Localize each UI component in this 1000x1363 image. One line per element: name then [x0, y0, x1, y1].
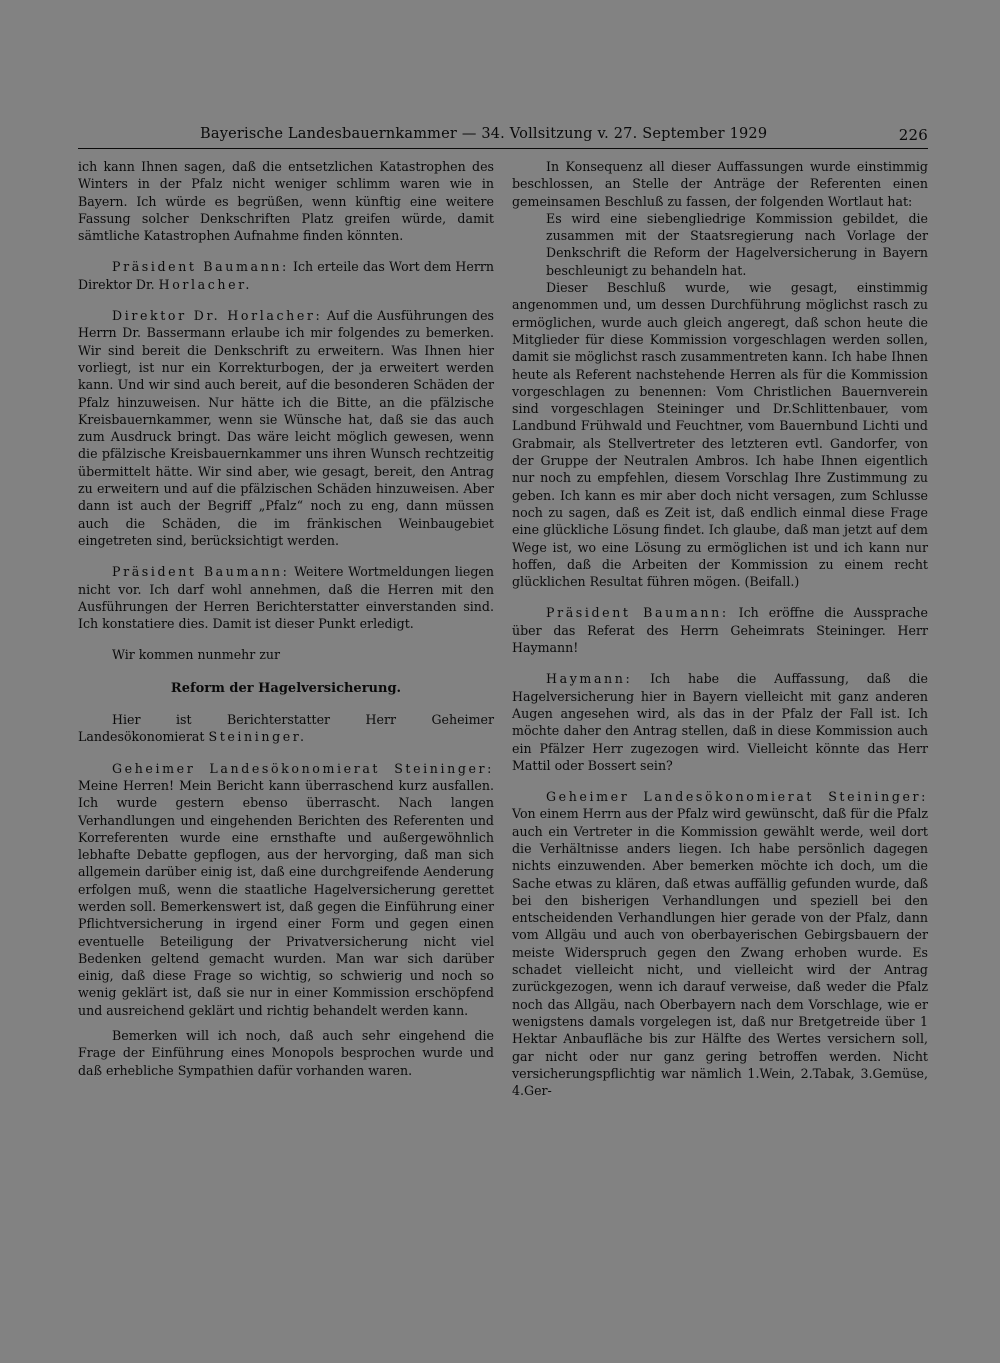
- speaker-name: Haymann:: [546, 671, 633, 687]
- speech-text: Von einem Herrn aus der Pfalz wird gewünscht, daß für die Pfalz auch ein Vertreter in die Kommission gewählt werde, weil dort die Verhältnisse anders liegen. Ich habe persönlich dagegen nichts einzuwenden. Aber bemerken möchte ich doch, um die Sache etwas zu klären, daß etwas auffällig gefunden wurde, daß bei den bisherigen Verhandlungen und speziell bei den entscheidenden Verhandlungen hier gerade von der Pfalz, dann vom Allgäu und auch von oberbayerischen Gebirgsbauern der meiste Widerspruch gegen den Zwang erhoben wurde. Es schadet vielleicht nicht, und vielleicht wird der Antrag zurückgezogen, wenn ich darauf verweise, daß weder die Pfalz noch das Allgäu, nach Oberbayern nach dem Vorschlage, wie er wenigstens damals vorgelegen ist, daß nur Bretgetreide über 1 Hektar Anbaufläche bis zur Hälfte des Wertes versichern soll, gar nicht oder nur ganz gering betroffen werden. Nicht versicherungspflichtig war nämlich 1.Wein, 2.Tabak, 3.Gemüse, 4.Ger-: [512, 806, 928, 1099]
- header-title: Bayerische Landesbauernkammer — 34. Vollsitzung v. 27. September 1929: [200, 126, 768, 142]
- paragraph: [512, 670, 928, 774]
- speaker-name: Präsident Baumann:: [112, 564, 290, 580]
- page-number: 226: [898, 126, 928, 144]
- speech-text: Auf die Ausführungen des Herrn Dr. Bassermann erlaube ich mir folgendes zu bemerken. Wir sind bereit die Denkschrift zu erweitern. Was Ihnen hier vorliegt, ist nur ein Korrekturbogen, der ja erweitert werden kann. Und wir sind auch bereit, auf die besonderen Schäden der Pfalz hinzuweisen. Nur hätte ich die Bitte, an die pfälzische Kreisbauernkammer, wenn sie Wünsche hat, daß sie das auch zum Ausdruck bringt. Das wäre leicht möglich gewesen, wenn die pfälzische Kreisbauernkammer uns ihren Wunsch rechtzeitig übermittelt hätte. Wir sind aber, wie gesagt, bereit, den Antrag zu erweitern und auf die pfälzischen Schäden hinzuweisen. Aber dann ist auch der Begriff „Pfalz“ noch zu eng, dann müssen auch die Schäden, die im fränkischen Weinbaugebiet eingetreten sind, berücksichtigt werden.: [78, 308, 495, 548]
- person-name: Steininger.: [208, 729, 307, 745]
- speaker-name: Präsident Baumann:: [112, 259, 289, 275]
- speech-text: Ich erteile das Wort dem Herrn Direktor Dr.: [78, 259, 495, 292]
- running-header: [78, 124, 928, 148]
- speaker-name: Geheimer Landesökonomierat Steininger:: [112, 760, 494, 776]
- person-name: Horlacher.: [158, 276, 253, 292]
- paragraph: ich kann Ihnen sagen, daß die entsetzlichen Katastrophen des Winters in der Pfalz nicht weniger schlimm waren wie in Bayern. Ich würde es begrüßen, wenn künftig eine weitere Fassung solcher Denkschriften Platz greifen würde, damit sämtliche Katastrophen Aufnahme finden könnten.: [78, 159, 494, 244]
- left-column: [78, 158, 494, 1087]
- paragraph: [78, 563, 494, 632]
- paragraph: Dieser Beschluß wurde, wie gesagt, einstimmig angenommen und, um dessen Durchführung möglichst rasch zu ermöglichen, wurde auch gleich angeregt, daß schon heute die Mitglieder für diese Kommission vorgeschlagen werden sollen, damit sie möglichst rasch zusammentreten kann. Ich habe Ihnen heute als Referent nachstehende Herren als für die Kommission vorgeschlagen zu benennen: Vom Christlichen Bauernverein sind vorgeschlagen Steininger und Dr.Schlittenbauer, vom Landbund Frühwald und Feuchtner, vom Bauernbund Lichti und Grabmair, als Stellvertreter des letzteren evtl. Gandorfer, von der Gruppe der Neutralen Ambros. Ich habe Ihnen eigentlich nur noch zu empfehlen, diesem Vorschlag Ihre Zustimmung zu geben. Ich kann es mir aber doch nicht versagen, zum Schlusse noch zu sagen, daß es Zeit ist, daß endlich einmal diese Frage eine glückliche Lösung findet. Ich glaube, daß man jetzt auf dem Wege ist, wo eine Lösung zu ermöglichen ist und ich kann nur hoffen, daß die Arbeiten der Kommission zu einem recht glücklichen Resultat führen mögen. (Beifall.): [512, 280, 928, 590]
- paragraph: In Konsequenz all dieser Auffassungen wurde einstimmig beschlossen, an Stelle der Anträge der Referenten einen gemeinsamen Beschluß zu fassen, der folgenden Wortlaut hat:: [512, 159, 928, 209]
- paragraph: [78, 711, 494, 746]
- paragraph: [78, 258, 494, 293]
- paragraph: Bemerken will ich noch, daß auch sehr eingehend die Frage der Einführung eines Monopols besprochen wurde und daß erhebliche Sympathien dafür vorhanden waren.: [78, 1028, 494, 1078]
- speaker-name: Präsident Baumann:: [546, 605, 729, 621]
- paragraph: [78, 307, 494, 549]
- paragraph: [78, 760, 494, 1019]
- paragraph: Wir kommen nunmehr zur: [112, 647, 281, 663]
- speech-text: Ich eröffne die Aussprache über das Referat des Herrn Geheimrats Steininger. Herr Haymann!: [512, 605, 928, 656]
- speech-text: Hier ist Berichterstatter Herr Geheimer Landesökonomierat: [78, 712, 494, 745]
- speaker-name: Direktor Dr. Horlacher:: [112, 308, 323, 324]
- speech-text: Weitere Wortmeldungen liegen nicht vor. Ich darf wohl annehmen, daß die Herren mit den Ausführungen der Herren Berichterstatter einverstanden sind. Ich konstatiere dies. Damit ist dieser Punkt erledigt.: [78, 564, 494, 632]
- speaker-name: Geheimer Landesökonomierat Steininger:: [546, 789, 928, 805]
- right-column: [512, 158, 928, 1107]
- resolution-quote: Es wird eine siebengliedrige Kommission gebildet, die zusammen mit der Staatsregierung nach Vorlage der Denkschrift die Reform der Hagelversicherung in Bayern beschleunigt zu behandeln hat.: [546, 210, 928, 278]
- speech-text: Meine Herren! Mein Bericht kann überraschend kurz ausfallen. Ich wurde gestern ebenso überrascht. Nach langen Verhandlungen und eingehenden Berichten des Referenten und Korreferenten wurde eine ernsthafte und außergewöhnlich lebhafte Debatte gepflogen, aus der hervorging, daß man sich allgemein darüber einig ist, daß eine durchgreifende Aenderung erfolgen muß, wenn die staatliche Hagelversicherung gerettet werden soll. Bemerkenswert ist, daß gegen die Einführung einer Pflichtversicherung in irgend einer Form und gegen einen eventuelle Beteiligung der Privatversicherung nicht viel Bedenken geltend gemacht wurden. Man war sich darüber einig, daß diese Frage so wichtig, so schwierig und noch so wenig geklärt ist, daß sie nur in einer Kommission erschöpfend und ausreichend geklärt und richtig behandelt werden kann.: [78, 777, 494, 1018]
- paragraph: [512, 604, 928, 656]
- section-heading: Reform der Hagelversicherung.: [170, 680, 402, 696]
- paragraph: [512, 788, 928, 1099]
- speech-text: Ich habe die Auffassung, daß die Hagelversicherung hier in Bayern vielleicht mit ganz anderen Augen angesehen wird, als das in der Pfalz der Fall ist. Ich möchte daher den Antrag stellen, daß in diese Kommission auch ein Pfälzer Herr zugezogen wird. Vielleicht könnte das Herr Mattil oder Bossert sein?: [512, 671, 928, 773]
- header-rule: [78, 148, 928, 149]
